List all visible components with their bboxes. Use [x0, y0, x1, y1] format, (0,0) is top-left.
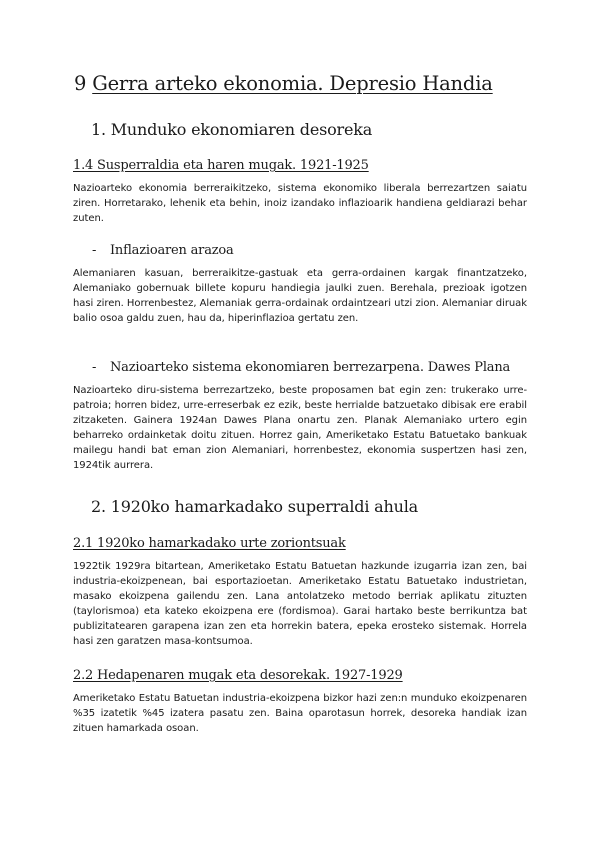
subsection-2-2-heading: 2.2 Hedapenaren mugak eta desorekak. 1927-1929 [73, 668, 403, 683]
bullet-dash: - [92, 360, 97, 375]
document-title [74, 72, 493, 95]
bullet-dawes-heading-text: Nazioarteko sistema ekonomiaren berrezarpena. Dawes Plana [110, 360, 511, 375]
title-text: Gerra arteko ekonomia. Depresio Handia [92, 72, 493, 95]
subsection-1-4-heading: 1.4 Susperraldia eta haren mugak. 1921-1925 [73, 158, 369, 173]
section-2-heading: 2. 1920ko hamarkadako superraldi ahula [91, 497, 418, 516]
subsection-2-1-heading: 2.1 1920ko hamarkadako urte zoriontsuak [73, 536, 346, 551]
subsection-1-4-paragraph: Nazioarteko ekonomia berreraikitzeko, sistema ekonomiko liberala berrezartzen saiatu ziren. Horretarako, lehenik eta behin, inoiz izandako inflazioarik handiena geldiarazi behar zuten. [73, 183, 527, 225]
bullet-dawes-paragraph: Nazioarteko diru-sistema berrezartzeko, beste proposamen bat egin zen: trukerako urre-patroia; horren bidez, urre-erreserbak ez ezik, beste herrialde batzuetako dibisak ere erabil zitzaketen. Gainera 1924an Dawes Plana onartu zen. Planak Alemaniako urtero egin beharreko ordainketak doitu zituen. Horrez gain, Ameriketako Estatu Batuetako bankuak mailegu handi bat eman zion Alemaniari, horrenbestez, ekonomia suspertzen hasi zen, 1924tik aurrera. [73, 385, 527, 472]
bullet-dawes-heading [92, 360, 510, 375]
bullet-dash: - [92, 243, 97, 258]
title-number: 9 [74, 72, 87, 95]
section-1-heading: 1. Munduko ekonomiaren desoreka [91, 120, 373, 139]
bullet-inflation-heading [92, 243, 234, 258]
bullet-inflation-paragraph: Alemaniaren kasuan, berreraikitze-gastuak eta gerra-ordainen kargak finantzatzeko, Alemaniako gobernuak billete kopuru handiegia jaulki zuen. Berehala, prezioak igotzen hasi ziren. Horrenbestez, Alemaniak gerra-ordainak ordaintzeari utzi zion. Alemaniar diruak balio osoa galdu zuen, hau da, hiperinflazioa gertatu zen. [73, 268, 527, 325]
bullet-inflation-heading-text: Inflazioaren arazoa [110, 243, 234, 258]
subsection-2-2-paragraph: Ameriketako Estatu Batuetan industria-ekoizpena bizkor hazi zen:n munduko ekoizpenaren %35 izatetik %45 izatera pasatu zen. Baina oparotasun horrek, desoreka handiak izan zituen hamarkada osoan. [73, 693, 527, 735]
subsection-2-1-paragraph: 1922tik 1929ra bitartean, Ameriketako Estatu Batuetan hazkunde izugarria izan zen, bai industria-ekoizpenean, bai esportazioetan. Ameriketako Estatu Batuetako industrietan, masako ekoizpena gailendu zen. Lana antolatzeko metodo berriak aplikatu zituzten (taylorismoa) eta kateko ekoizpena ere (fordismoa). Garai hartako beste berrikuntza bat publizitatearen garapena izan zen eta horrekin batera, epeka erosteko sistemak. Horrela hasi zen garatzen masa-kontsumoa. [73, 561, 527, 648]
